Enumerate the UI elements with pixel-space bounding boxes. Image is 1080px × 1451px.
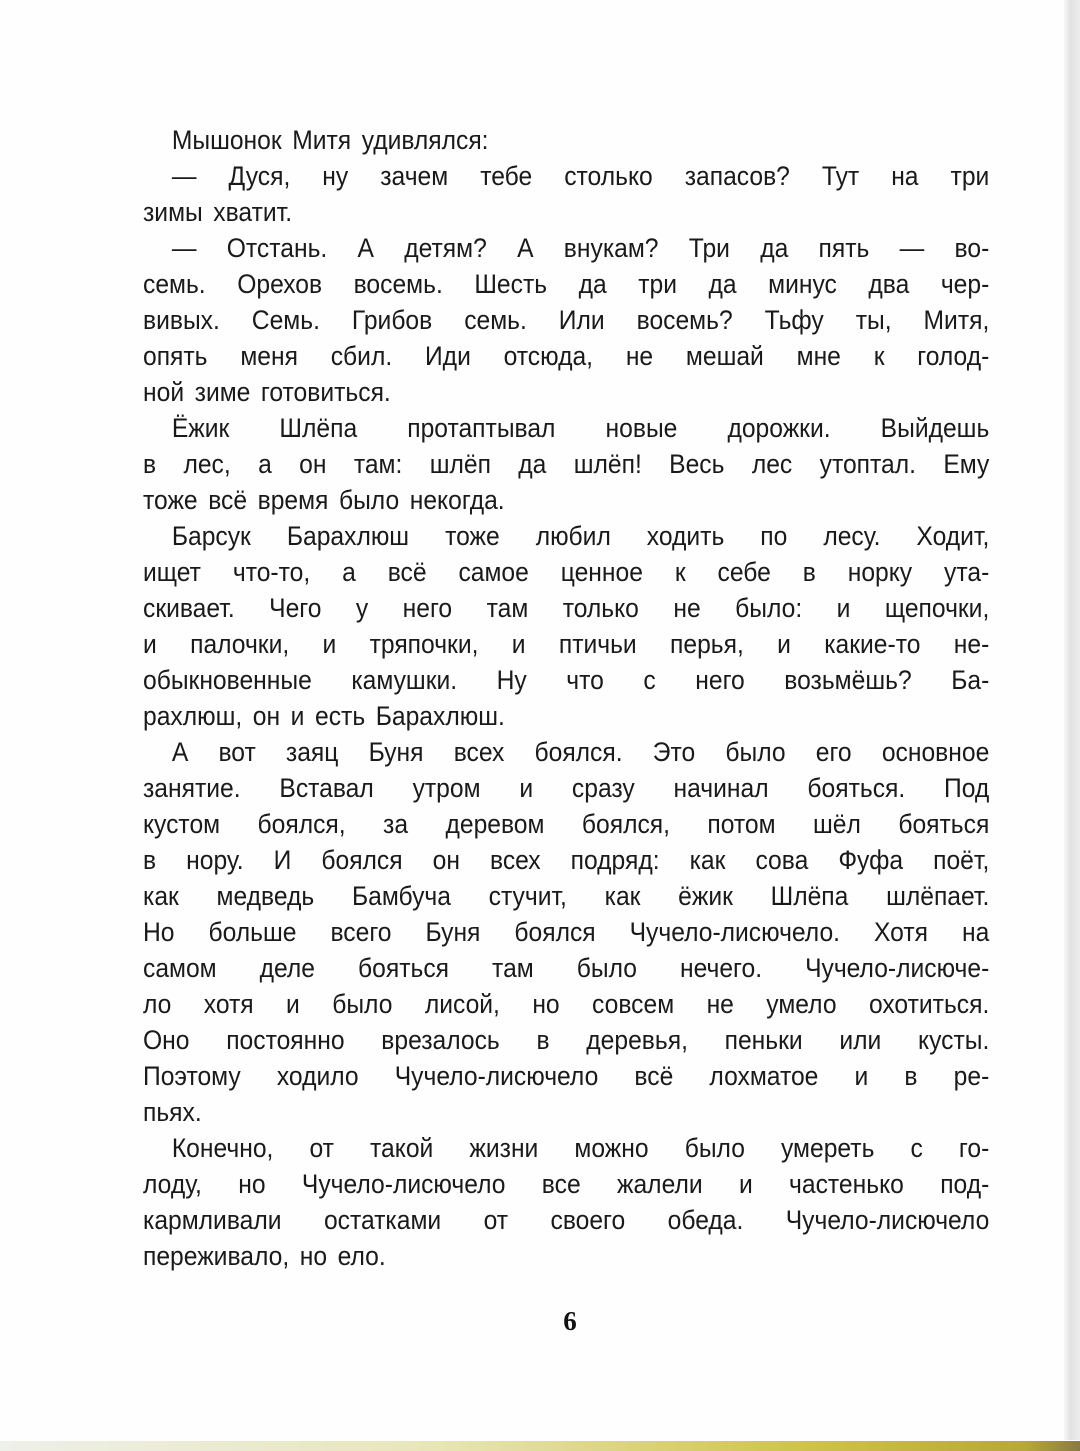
- text-line: Барсук Барахлюш тоже любил ходить по лесу. Ходит,: [171, 521, 990, 551]
- text-line: пьях.: [143, 1097, 202, 1127]
- text-line: самом деле бояться там было нечего. Чучело-лисюче-: [143, 953, 990, 983]
- text-line: А вот заяц Буня всех боялся. Это было его основное: [171, 737, 990, 767]
- text-line: — Дуся, ну зачем тебе столько запасов? Тут на три: [171, 161, 990, 191]
- story-text: [143, 122, 989, 1274]
- text-line: семь. Орехов восемь. Шесть да три да минус два чер-: [143, 269, 990, 299]
- text-line: кармливали остатками от своего обеда. Чучело-лисючело: [143, 1205, 990, 1235]
- page-number: 6: [563, 1306, 577, 1336]
- text-line: переживало, но ело.: [143, 1241, 386, 1271]
- text-line: Оно постоянно врезалось в деревья, пеньки или кусты.: [143, 1025, 990, 1055]
- text-line: зимы хватит.: [143, 197, 293, 227]
- text-line: кустом боялся, за деревом боялся, потом шёл бояться: [143, 809, 990, 839]
- text-line: Мышонок Митя удивлялся:: [171, 125, 489, 155]
- text-line: занятие. Вставал утром и сразу начинал бояться. Под: [143, 773, 990, 803]
- text-line: Конечно, от такой жизни можно было умереть с го-: [171, 1133, 990, 1163]
- text-line: Ёжик Шлёпа протаптывал новые дорожки. Выйдешь: [171, 413, 990, 443]
- text-line: ло хотя и было лисой, но совсем не умело охотиться.: [143, 989, 990, 1019]
- page-right-edge-shadow: [1064, 0, 1080, 1440]
- page-bottom-edge: [0, 1441, 1080, 1451]
- text-line: тоже всё время было некогда.: [143, 485, 505, 515]
- text-line: в нору. И боялся он всех подряд: как сова Фуфа поёт,: [143, 845, 990, 875]
- text-line: обыкновенные камушки. Ну что с него возьмёшь? Ба-: [143, 665, 990, 695]
- text-line: рахлюш, он и есть Барахлюш.: [143, 701, 505, 731]
- text-line: и палочки, и тряпочки, и птичьи перья, и какие-то не-: [143, 629, 990, 659]
- text-line: скивает. Чего у него там только не было: и щепочки,: [143, 593, 990, 623]
- text-line: в лес, а он там: шлёп да шлёп! Весь лес утоптал. Ему: [143, 449, 990, 479]
- text-line: Но больше всего Буня боялся Чучело-лисючело. Хотя на: [143, 917, 990, 947]
- text-line: Поэтому ходило Чучело-лисючело всё лохматое и в ре-: [143, 1061, 990, 1091]
- text-line: ищет что-то, а всё самое ценное к себе в норку ута-: [143, 557, 990, 587]
- text-line: ной зиме готовиться.: [143, 377, 391, 407]
- text-line: лоду, но Чучело-лисючело все жалели и частенько под-: [143, 1169, 990, 1199]
- text-line: — Отстань. А детям? А внукам? Три да пять — во-: [171, 233, 990, 263]
- text-line: как медведь Бамбуча стучит, как ёжик Шлёпа шлёпает.: [143, 881, 990, 911]
- text-line: вивых. Семь. Грибов семь. Или восемь? Тьфу ты, Митя,: [143, 305, 990, 335]
- text-line: опять меня сбил. Иди отсюда, не мешай мне к голод-: [143, 341, 990, 371]
